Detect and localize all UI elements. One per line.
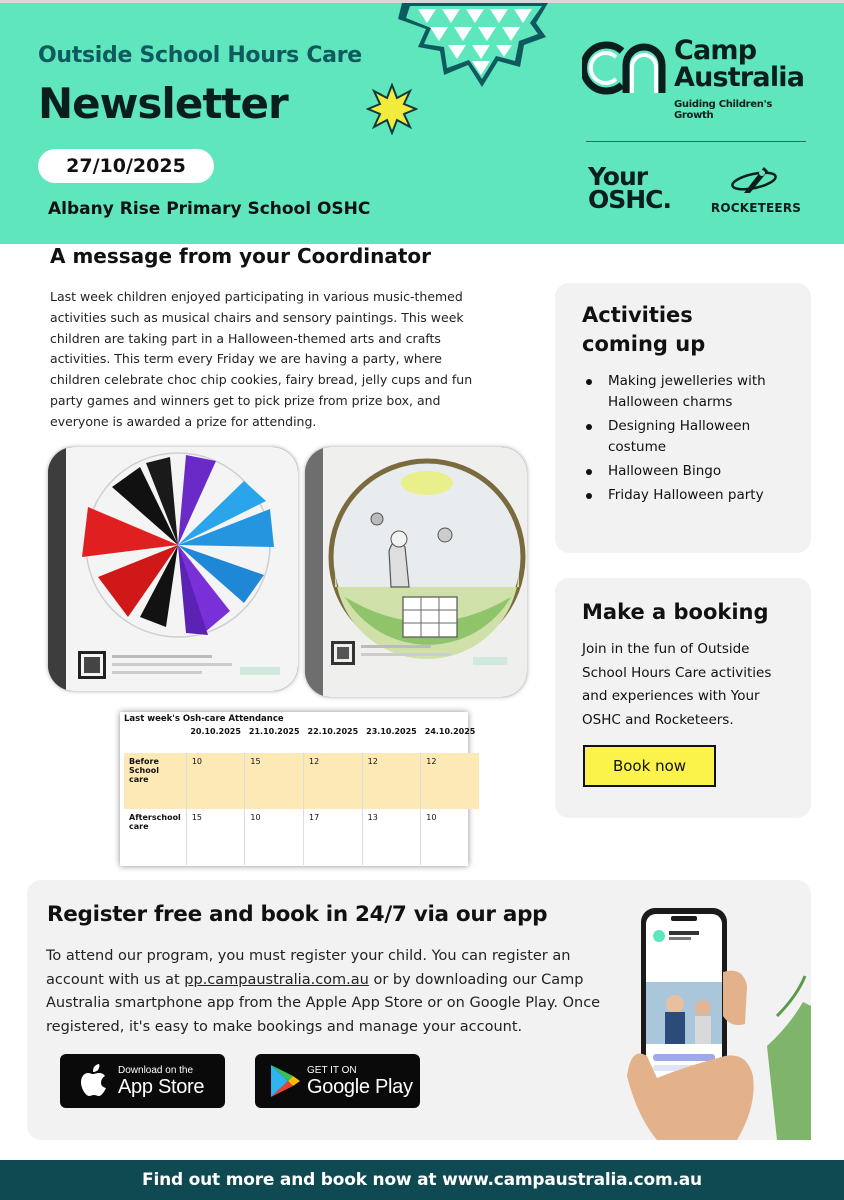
register-text — [46, 945, 626, 1039]
ca-monogram-icon — [582, 39, 670, 97]
attendance-date: 20.10.2025 — [190, 727, 241, 736]
attendance-date: 23.10.2025 — [366, 727, 417, 736]
google-play-big-text: Google Play — [307, 1076, 413, 1098]
table-row — [124, 753, 479, 809]
register-text-part1: To attend our program, you must register your child. You can register an account with us at — [46, 948, 571, 988]
coordinator-heading: A message from your Coordinator — [50, 244, 432, 268]
google-play-small-text: GET IT ON — [307, 1065, 357, 1076]
attendance-date: 24.10.2025 — [424, 727, 476, 736]
decorative-star-icon — [396, 3, 554, 89]
newsletter-header — [0, 0, 844, 244]
attendance-date: 22.10.2025 — [307, 727, 359, 736]
attendance-cell: 12 — [362, 753, 421, 809]
attendance-table — [120, 712, 476, 866]
activities-heading-line1: Activities — [582, 303, 693, 327]
booking-heading: Make a booking — [582, 600, 769, 624]
row-label: Before School care — [124, 753, 186, 809]
register-section — [27, 880, 811, 1140]
your-oshc-line2: OSHC. — [588, 185, 672, 214]
attendance-cell: 13 — [362, 809, 421, 865]
page-title: Newsletter — [38, 79, 288, 128]
book-now-button[interactable]: Book now — [583, 745, 716, 787]
brand-name-line1: Camp — [674, 35, 757, 66]
register-heading: Register free and book in 24/7 via our app — [47, 902, 548, 927]
attendance-cell: 10 — [245, 809, 304, 865]
header-kicker: Outside School Hours Care — [38, 43, 362, 68]
school-name: Albany Rise Primary School OSHC — [48, 199, 371, 219]
brand-name-line2: Australia — [674, 62, 805, 93]
list-item: Friday Halloween party — [582, 485, 802, 506]
attendance-date: 21.10.2025 — [248, 727, 300, 736]
row-label: Afterschool care — [129, 813, 181, 831]
footer-banner[interactable]: Find out more and book now at www.campaustralia.com.au — [0, 1160, 844, 1200]
attendance-grid — [124, 725, 479, 865]
app-store-big-text: App Store — [118, 1076, 205, 1098]
booking-text: Join in the fun of Outside School Hours Care activities and experiences with Your OSHC and Rocketeers. — [582, 641, 772, 728]
attendance-header-row — [124, 725, 479, 753]
attendance-cell: 10 — [186, 753, 245, 809]
your-oshc-line1: Your — [588, 162, 648, 191]
activities-list — [582, 371, 802, 509]
brand-name — [674, 37, 804, 91]
activities-panel — [555, 283, 811, 553]
craft-photo-pinwheel — [48, 447, 298, 691]
app-store-small-text: Download on the — [118, 1065, 194, 1076]
header-divider — [586, 141, 806, 142]
attendance-corner — [124, 725, 186, 753]
rocketeers-logo — [704, 163, 808, 215]
craft-photo-drawing — [305, 447, 527, 697]
list-item: Making jewelleries with Halloween charms — [582, 371, 802, 413]
activities-heading-line2: coming up — [582, 332, 706, 356]
attendance-cell: 10 — [421, 809, 480, 865]
your-oshc-logo — [588, 162, 672, 214]
app-store-badge[interactable] — [60, 1054, 225, 1108]
attendance-cell: 12 — [304, 753, 363, 809]
attendance-cell: 15 — [245, 753, 304, 809]
register-text-part2: or by downloading our Camp Australia smartphone app from the Apple App Store or on Google Play. Once registered, it's easy to make bookings and manage your account. — [46, 971, 601, 1035]
apple-icon — [76, 1062, 112, 1102]
google-play-badge[interactable] — [255, 1054, 420, 1108]
register-link[interactable]: pp.campaustralia.com.au — [184, 971, 369, 988]
list-item: Designing Halloween costume — [582, 416, 802, 458]
coordinator-message: Last week children enjoyed participating in various music-themed activities such as musical chairs and sensory paintings. This week children are taking part in a Halloween-themed arts and crafts activities. This term every Friday we are having a party, where children celebrate choc chip cookies, fairy bread, jelly cups and fun party games and winners get to pick prize from prize box, and everyone is awarded a prize for attending. — [50, 289, 473, 429]
google-play-icon — [269, 1064, 301, 1098]
phone-in-hand-illustration — [627, 906, 811, 1140]
attendance-cell: 15 — [186, 809, 245, 865]
list-item: Halloween Bingo — [582, 461, 802, 482]
sunburst-icon — [366, 83, 418, 135]
attendance-title: Last week's Osh-care Attendance — [124, 714, 284, 724]
monogram-text: CA — [608, 75, 610, 76]
brand-tagline: Guiding Children's Growth — [674, 99, 773, 121]
rocketeers-text: ROCKETEERS — [710, 201, 802, 215]
booking-panel — [555, 578, 811, 818]
table-row — [124, 809, 479, 865]
rocket-icon — [704, 163, 808, 197]
camp-australia-logo — [582, 35, 812, 121]
newsletter-date: 27/10/2025 — [38, 149, 214, 183]
activities-heading — [582, 301, 705, 359]
attendance-cell: 17 — [304, 809, 363, 865]
attendance-cell: 12 — [421, 753, 480, 809]
